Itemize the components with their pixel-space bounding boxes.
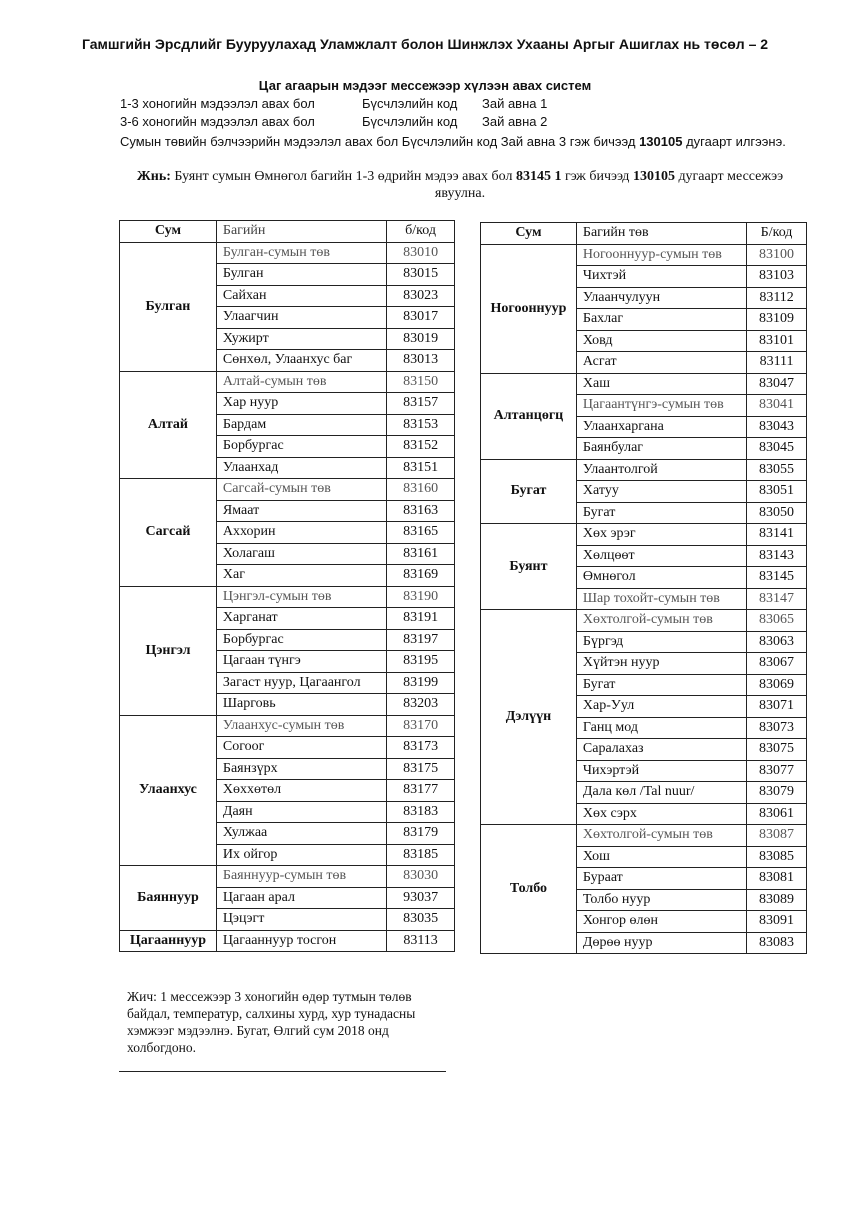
- table-row: [120, 866, 455, 888]
- code-cell: 83197: [387, 629, 455, 651]
- instruction-text: 1-3 хоногийн мэдээлэл авах бол: [120, 96, 315, 111]
- bag-name-cell: Хөхтолгой-сумын төв: [576, 610, 746, 632]
- code-cell: 83069: [747, 674, 807, 696]
- instruction-space: Зай авна 2: [482, 114, 548, 129]
- bag-name-cell: Улаанхад: [216, 457, 386, 479]
- left-code-table: [119, 220, 455, 952]
- code-cell: 83145: [747, 567, 807, 589]
- example-text: гэж бичээд: [561, 169, 633, 184]
- bag-name-cell: Хөхтолгой-сумын төв: [576, 825, 746, 847]
- bag-name-cell: Загаст нуур, Цагаангол: [216, 672, 386, 694]
- bag-name-cell: Бураат: [576, 868, 746, 890]
- code-cell: 83055: [747, 459, 807, 481]
- bag-name-cell: Булган: [216, 264, 386, 286]
- table-row: [120, 242, 455, 264]
- instruction-line-3: [120, 132, 800, 151]
- code-cell: 83073: [747, 717, 807, 739]
- bag-name-cell: Даян: [216, 801, 386, 823]
- code-cell: 83103: [747, 266, 807, 288]
- code-cell: 83077: [747, 760, 807, 782]
- code-cell: 83017: [387, 307, 455, 329]
- code-cell: 83152: [387, 436, 455, 458]
- bag-name-cell: Согоог: [216, 737, 386, 759]
- bag-name-cell: Алтай-сумын төв: [216, 371, 386, 393]
- instruction-line-2: [120, 114, 547, 129]
- sum-name-cell: Ногооннуур: [481, 244, 577, 373]
- bag-name-cell: Шарговь: [216, 694, 386, 716]
- bag-name-cell: Хөх эрэг: [576, 524, 746, 546]
- bag-name-cell: Улаанхус-сумын төв: [216, 715, 386, 737]
- header-sum: Сум: [120, 221, 217, 243]
- bag-name-cell: Бардам: [216, 414, 386, 436]
- code-cell: 83163: [387, 500, 455, 522]
- bag-name-cell: Цагаан арал: [216, 887, 386, 909]
- code-cell: 83063: [747, 631, 807, 653]
- code-cell: 83169: [387, 565, 455, 587]
- example-text: дугаарт мессежээ явуулна.: [434, 169, 784, 201]
- code-cell: 83045: [747, 438, 807, 460]
- header-sum: Сум: [481, 223, 577, 245]
- code-cell: 83075: [747, 739, 807, 761]
- table-header-row: [481, 223, 807, 245]
- bag-name-cell: Сагсай-сумын төв: [216, 479, 386, 501]
- bag-name-cell: Борбургас: [216, 436, 386, 458]
- bag-name-cell: Дала көл /Tal nuur/: [576, 782, 746, 804]
- bag-name-cell: Хатуу: [576, 481, 746, 503]
- code-cell: 83079: [747, 782, 807, 804]
- bag-name-cell: Хөх сэрх: [576, 803, 746, 825]
- table-row: [481, 459, 807, 481]
- bag-name-cell: Хаш: [576, 373, 746, 395]
- bag-name-cell: Ховд: [576, 330, 746, 352]
- sum-name-cell: Баяннуур: [120, 866, 217, 931]
- code-cell: 83087: [747, 825, 807, 847]
- code-cell: 83160: [387, 479, 455, 501]
- bag-name-cell: Булган-сумын төв: [216, 242, 386, 264]
- code-cell: 83191: [387, 608, 455, 630]
- bag-name-cell: Чихтэй: [576, 266, 746, 288]
- instruction-text: Сумын төвийн бэлчээрийн мэдээлэл авах бол Бүсчлэлийн код Зай авна 3 гэж бичээд: [120, 134, 640, 149]
- bag-name-cell: Харганат: [216, 608, 386, 630]
- code-cell: 83041: [747, 395, 807, 417]
- table-row: [120, 479, 455, 501]
- sum-name-cell: Алтанцөгц: [481, 373, 577, 459]
- bag-name-cell: Хулжаа: [216, 823, 386, 845]
- code-cell: 83109: [747, 309, 807, 331]
- sum-name-cell: Толбо: [481, 825, 577, 954]
- code-cell: 83091: [747, 911, 807, 933]
- code-cell: 83195: [387, 651, 455, 673]
- table-row: [481, 373, 807, 395]
- code-cell: 83183: [387, 801, 455, 823]
- table-header-row: [120, 221, 455, 243]
- bag-name-cell: Бүргэд: [576, 631, 746, 653]
- code-cell: 83165: [387, 522, 455, 544]
- code-cell: 83010: [387, 242, 455, 264]
- code-cell: 83015: [387, 264, 455, 286]
- code-cell: 83061: [747, 803, 807, 825]
- code-cell: 83190: [387, 586, 455, 608]
- bag-name-cell: Улаагчин: [216, 307, 386, 329]
- code-cell: 83151: [387, 457, 455, 479]
- sum-name-cell: Дэлүүн: [481, 610, 577, 825]
- sum-name-cell: Буянт: [481, 524, 577, 610]
- code-cell: 83150: [387, 371, 455, 393]
- right-code-table: [480, 222, 807, 954]
- instruction-space: Зай авна 1: [482, 96, 548, 111]
- bag-name-cell: Хужирт: [216, 328, 386, 350]
- sms-number: 130105: [632, 169, 675, 184]
- document-title: Гамшгийн Эрсдлийг Бууруулахад Уламжлалт болон Шинжлэх Ухааны Аргыг Ашиглах нь төсөл – 2: [81, 36, 769, 52]
- code-cell: 83147: [747, 588, 807, 610]
- bag-name-cell: Хонгор өлөн: [576, 911, 746, 933]
- code-cell: 83030: [387, 866, 455, 888]
- bag-name-cell: Аххорин: [216, 522, 386, 544]
- bag-name-cell: Сөнхөл, Улаанхус баг: [216, 350, 386, 372]
- bag-name-cell: Цагааннуур тосгон: [216, 930, 386, 952]
- sum-name-cell: Улаанхус: [120, 715, 217, 866]
- bag-name-cell: Чихэртэй: [576, 760, 746, 782]
- bag-name-cell: Баянзүрх: [216, 758, 386, 780]
- bag-name-cell: Цагаантүнгэ-сумын төв: [576, 395, 746, 417]
- code-cell: 83100: [747, 244, 807, 266]
- code-cell: 83203: [387, 694, 455, 716]
- code-cell: 83177: [387, 780, 455, 802]
- code-cell: 83170: [387, 715, 455, 737]
- code-cell: 83179: [387, 823, 455, 845]
- instruction-code-label: Бүсчлэлийн код: [362, 96, 458, 111]
- signature-line: [119, 1071, 446, 1072]
- code-cell: 93037: [387, 887, 455, 909]
- sum-name-cell: Булган: [120, 242, 217, 371]
- code-cell: 83051: [747, 481, 807, 503]
- example-text: Буянт сумын Өмнөгол багийн 1-3 өдрийн мэдээ авах бол: [170, 169, 516, 184]
- code-cell: 83185: [387, 844, 455, 866]
- bag-name-cell: Саралахаз: [576, 739, 746, 761]
- table-row: [481, 244, 807, 266]
- code-cell: 83089: [747, 889, 807, 911]
- code-cell: 83161: [387, 543, 455, 565]
- code-cell: 83157: [387, 393, 455, 415]
- instruction-line-1: [120, 96, 547, 111]
- code-cell: 83175: [387, 758, 455, 780]
- instruction-text: дугаарт илгээнэ.: [682, 134, 786, 149]
- code-cell: 83143: [747, 545, 807, 567]
- bag-name-cell: Цэцэгт: [216, 909, 386, 931]
- footnote: Жич: 1 мессежээр 3 хоногийн өдөр тутмын төлөв байдал, температур, салхины хурд, хур тунадасны хэмжээг мэдээлнэ. Бугат, Өлгий сум 2018 онд холбогдоно.: [127, 989, 416, 1055]
- bag-name-cell: Хөлцөөт: [576, 545, 746, 567]
- code-cell: 83199: [387, 672, 455, 694]
- sum-name-cell: Цагааннуур: [120, 930, 217, 952]
- example-label: Жнь:: [136, 169, 171, 184]
- table-row: [120, 586, 455, 608]
- bag-name-cell: Ямаат: [216, 500, 386, 522]
- bag-name-cell: Хар-Уул: [576, 696, 746, 718]
- table-row: [481, 524, 807, 546]
- bag-name-cell: Толбо нуур: [576, 889, 746, 911]
- code-cell: 83047: [747, 373, 807, 395]
- code-cell: 83019: [387, 328, 455, 350]
- document-subtitle: Цаг агаарын мэдээг мессежээр хүлээн авах систем: [258, 78, 592, 93]
- bag-name-cell: Борбургас: [216, 629, 386, 651]
- bag-name-cell: Өмнөгол: [576, 567, 746, 589]
- bag-name-cell: Хар нуур: [216, 393, 386, 415]
- sum-name-cell: Цэнгэл: [120, 586, 217, 715]
- header-bag: Багийн: [216, 221, 386, 243]
- header-code: б/код: [387, 221, 455, 243]
- bag-name-cell: Ногооннуур-сумын төв: [576, 244, 746, 266]
- code-cell: 83085: [747, 846, 807, 868]
- code-cell: 83067: [747, 653, 807, 675]
- bag-name-cell: Хаг: [216, 565, 386, 587]
- example-code: 83145 1: [515, 169, 562, 184]
- code-cell: 83101: [747, 330, 807, 352]
- bag-name-cell: Улаанчулуун: [576, 287, 746, 309]
- code-cell: 83065: [747, 610, 807, 632]
- code-cell: 83050: [747, 502, 807, 524]
- sum-name-cell: Бугат: [481, 459, 577, 524]
- code-cell: 83083: [747, 932, 807, 954]
- instruction-code-label: Бүсчлэлийн код: [362, 114, 458, 129]
- bag-name-cell: Шар тохойт-сумын төв: [576, 588, 746, 610]
- code-cell: 83153: [387, 414, 455, 436]
- bag-name-cell: Бугат: [576, 674, 746, 696]
- code-cell: 83113: [387, 930, 455, 952]
- code-cell: 83035: [387, 909, 455, 931]
- bag-name-cell: Их ойгор: [216, 844, 386, 866]
- code-cell: 83173: [387, 737, 455, 759]
- code-cell: 83111: [747, 352, 807, 374]
- bag-name-cell: Бахлаг: [576, 309, 746, 331]
- bag-name-cell: Бугат: [576, 502, 746, 524]
- table-row: [481, 825, 807, 847]
- bag-name-cell: Улаанхаргана: [576, 416, 746, 438]
- bag-name-cell: Цэнгэл-сумын төв: [216, 586, 386, 608]
- bag-name-cell: Цагаан түнгэ: [216, 651, 386, 673]
- bag-name-cell: Сайхан: [216, 285, 386, 307]
- instruction-text: 3-6 хоногийн мэдээлэл авах бол: [120, 114, 315, 129]
- bag-name-cell: Хүйтэн нуур: [576, 653, 746, 675]
- code-cell: 83071: [747, 696, 807, 718]
- code-cell: 83141: [747, 524, 807, 546]
- sum-name-cell: Сагсай: [120, 479, 217, 587]
- bag-name-cell: Асгат: [576, 352, 746, 374]
- bag-name-cell: Улаантолгой: [576, 459, 746, 481]
- header-code: Б/код: [747, 223, 807, 245]
- table-row: [120, 715, 455, 737]
- table-row: [120, 930, 455, 952]
- code-cell: 83023: [387, 285, 455, 307]
- table-row: [120, 371, 455, 393]
- code-cell: 83112: [747, 287, 807, 309]
- code-cell: 83013: [387, 350, 455, 372]
- header-bag: Багийн төв: [576, 223, 746, 245]
- bag-name-cell: Дөрөө нуур: [576, 932, 746, 954]
- example-paragraph: [120, 168, 800, 202]
- bag-name-cell: Ганц мод: [576, 717, 746, 739]
- sum-name-cell: Алтай: [120, 371, 217, 479]
- code-cell: 83081: [747, 868, 807, 890]
- code-cell: 83043: [747, 416, 807, 438]
- sms-number: 130105: [639, 134, 683, 149]
- bag-name-cell: Баянбулаг: [576, 438, 746, 460]
- table-row: [481, 610, 807, 632]
- bag-name-cell: Хош: [576, 846, 746, 868]
- bag-name-cell: Холагаш: [216, 543, 386, 565]
- bag-name-cell: Хөххөтөл: [216, 780, 386, 802]
- bag-name-cell: Баяннуур-сумын төв: [216, 866, 386, 888]
